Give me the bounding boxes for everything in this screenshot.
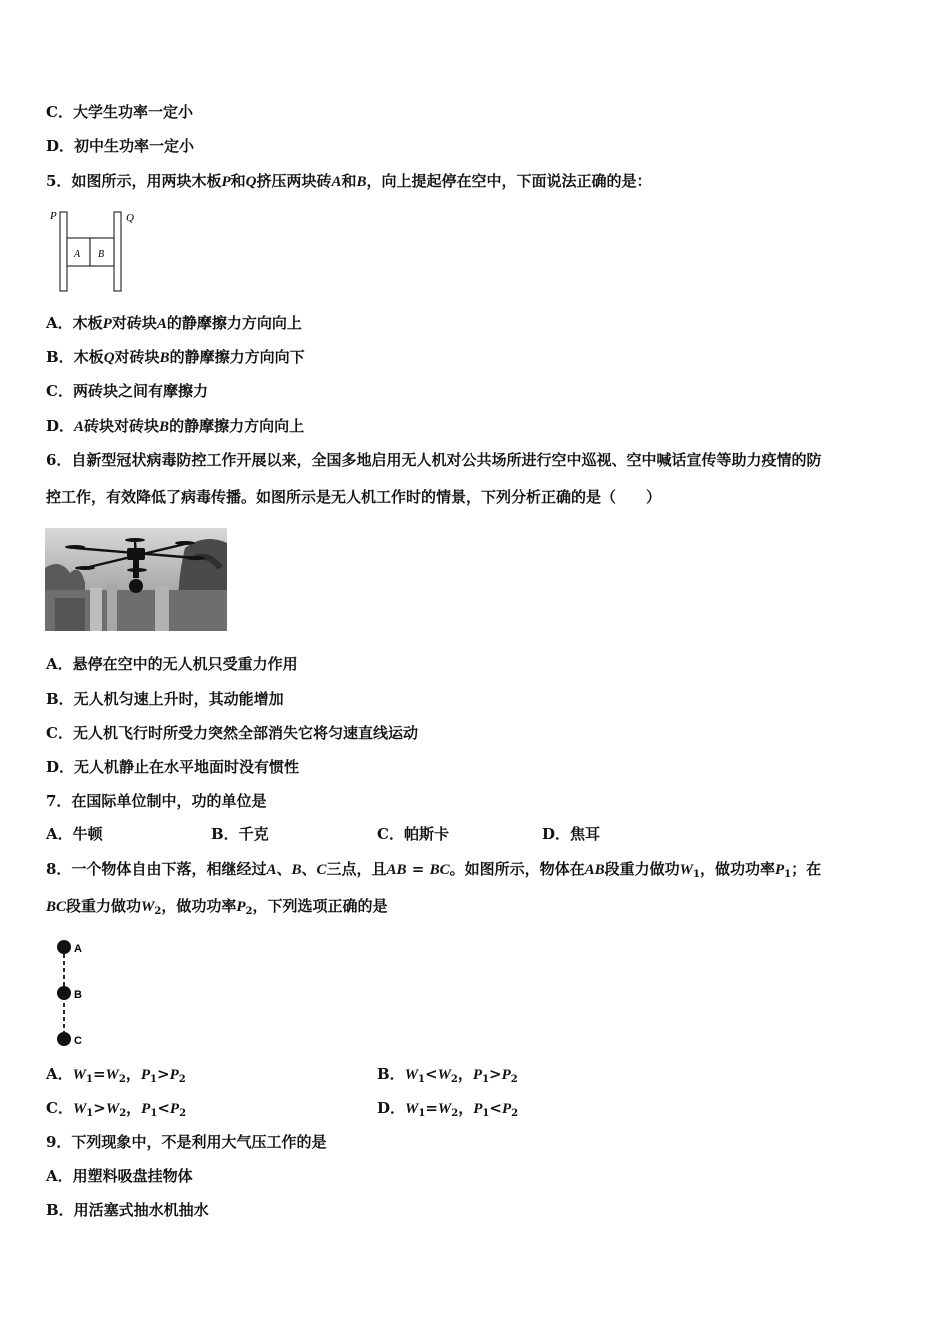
q8-option-a: A．$W_1=W_2$，$P_1>P_2$ [46, 1065, 186, 1085]
board-q [114, 212, 121, 291]
board-p [60, 212, 67, 291]
drone-photo [45, 528, 227, 631]
label-a: A [74, 943, 82, 955]
q5-option-d: D．A砖块对砖块B的静摩擦力方向向上 [46, 417, 305, 435]
q4-option-d: D．初中生功率一定小 [46, 137, 195, 155]
q9-stem: 9．下列现象中，不是利用大气压工作的是 [46, 1133, 327, 1151]
q8-option-b: B．$W_1<W_2$，$P_1>P_2$ [377, 1065, 518, 1085]
label-c: C [74, 1035, 82, 1047]
q9-option-a: A．用塑料吸盘挂物体 [46, 1167, 193, 1185]
q6-option-c: C．无人机飞行时所受力突然全部消失它将匀速直线运动 [46, 724, 418, 742]
boards-bricks-figure [46, 206, 146, 298]
q7-option-c: C．帕斯卡 [377, 825, 449, 843]
q8-stem-line1: 8．一个物体自由下落，相继经过A、B、C三点，且AB = BC。如图所示，物体在AB段重力做功$W_1$，做功功率$P_1$；在 [46, 860, 822, 880]
q8-stem-line2: BC段重力做功$W_2$，做功功率$P_2$，下列选项正确的是 [46, 897, 388, 917]
falling-object-figure [52, 936, 102, 1050]
q5-option-a: A．木板P对砖块A的静摩擦力方向向上 [46, 314, 302, 332]
q5-option-b: B．木板Q对砖块B的静摩擦力方向向下 [46, 348, 305, 366]
q9-option-b: B．用活塞式抽水机抽水 [46, 1201, 209, 1219]
label-b: B [98, 249, 105, 260]
q6-option-d: D．无人机静止在水平地面时没有惯性 [46, 758, 300, 776]
point-c-dot [57, 1032, 71, 1046]
q5-stem: 5．如图所示，用两块木板P和Q挤压两块砖A和B，向上提起停在空中，下面说法正确的是： [46, 172, 652, 190]
q8-option-d: D．$W_1=W_2$，$P_1<P_2$ [377, 1099, 519, 1119]
label-q: Q [126, 212, 134, 224]
q8-option-c: C．$W_1>W_2$，$P_1<P_2$ [46, 1099, 187, 1119]
q6-stem-line2: 控工作，有效降低了病毒传播。如图所示是无人机工作时的情景，下列分析正确的是（ ） [46, 488, 662, 506]
q7-option-d: D．焦耳 [542, 825, 601, 843]
point-b-dot [57, 986, 71, 1000]
q4-option-c: C．大学生功率一定小 [46, 103, 193, 121]
q7-option-b: B．千克 [211, 825, 269, 843]
label-b: B [74, 989, 82, 1001]
q7-option-a: A．牛顿 [46, 825, 103, 843]
q6-option-a: A．悬停在空中的无人机只受重力作用 [46, 655, 298, 673]
point-a-dot [57, 940, 71, 954]
q7-stem: 7．在国际单位制中，功的单位是 [46, 792, 267, 810]
label-p: P [50, 210, 57, 222]
q5-option-c: C．两砖块之间有摩擦力 [46, 382, 208, 400]
q6-stem-line1: 6．自新型冠状病毒防控工作开展以来，全国多地启用无人机对公共场所进行空中巡视、空中喊话宣传等助力疫情的防 [46, 451, 822, 469]
label-a: A [74, 249, 81, 260]
q6-option-b: B．无人机匀速上升时，其动能增加 [46, 690, 284, 708]
